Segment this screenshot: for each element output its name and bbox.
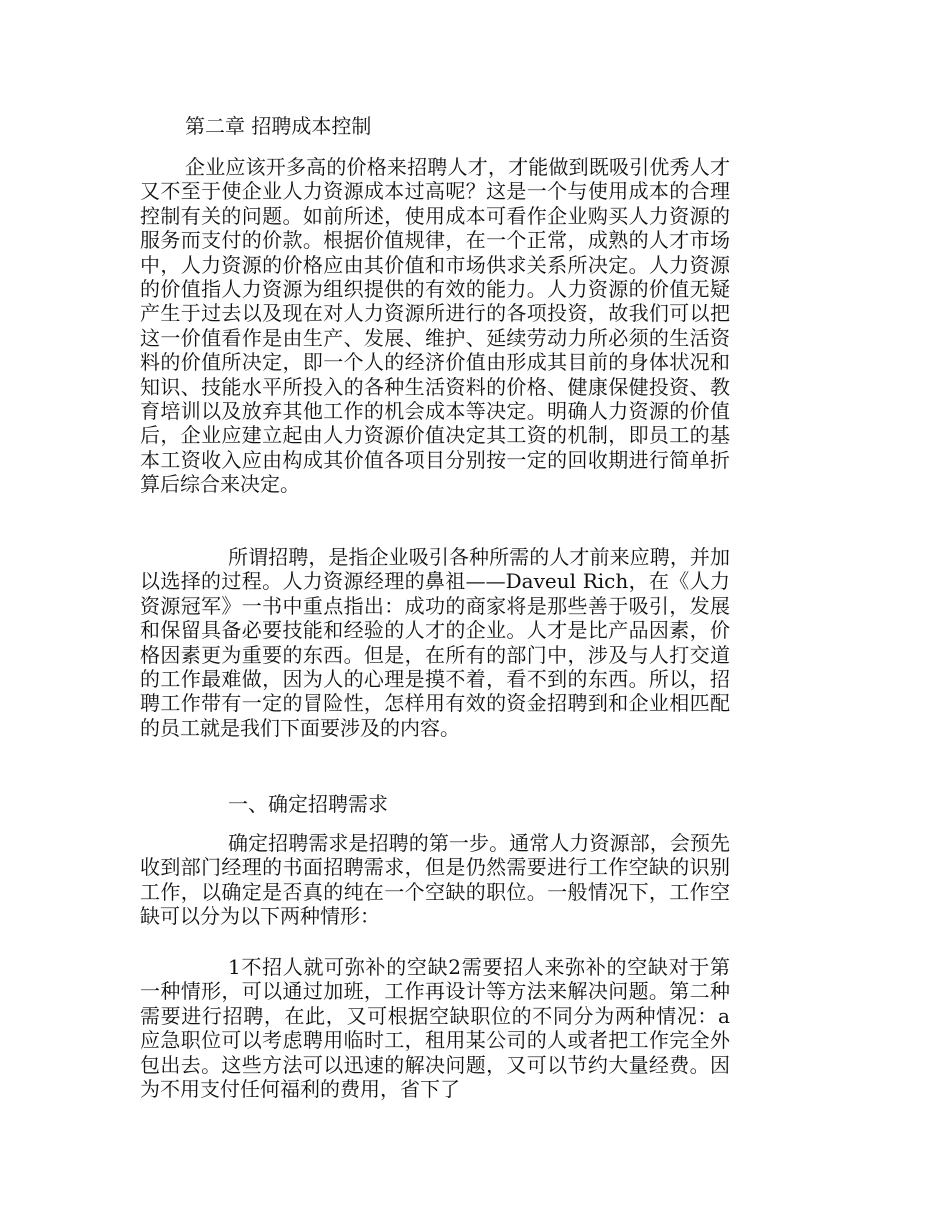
paragraph-cost-control: 企业应该开多高的价格来招聘人才，才能做到既吸引优秀人才又不至于使企业人力资源成本过高呢？这是一个与使用成本的合理控制有关的问题。如前所述，使用成本可看作企业购买人力资源的服务而支付的价款。根据价值规律，在一个正常，成熟的人才市场中，人力资源的价格应由其价值和市场供求关系所决定。人力资源的价值指人力资源为组织提供的有效的能力。人力资源的价值无疑产生于过去以及现在对人力资源所进行的各项投资，故我们可以把这一价值看作是由生产、发展、维护、延续劳动力所必须的生活资料的价值所决定，即一个人的经济价值由形成其目前的身体状况和知识、技能水平所投入的各种生活资料的价格、健康保健投资、教育培训以及放弃其他工作的机会成本等决定。明确人力资源的价值后，企业应建立起由人力资源价值决定其工资的机制，即员工的基本工资收入应由构成其价值各项目分别按一定的回收期进行简单折算后综合来决定。 [140, 155, 730, 497]
paragraph-recruitment-needs: 确定招聘需求是招聘的第一步。通常人力资源部，会预先收到部门经理的书面招聘需求，但是仍然需要进行工作空缺的识别工作，以确定是否真的纯在一个空缺的职位。一般情况下，工作空缺可以分为以下两种情形： [140, 831, 730, 929]
section-heading: 一、确定招聘需求 [228, 792, 388, 816]
chapter-title: 第二章 招聘成本控制 [185, 114, 372, 138]
paragraph-vacancy-types: 1不招人就可弥补的空缺2需要招人来弥补的空缺对于第一种情形，可以通过加班，工作再设计等方法来解决问题。第二种需要进行招聘，在此，又可根据空缺职位的不同分为两种情况：a应急职位可以考虑聘用临时工，租用某公司的人或者把工作完全外包出去。这些方法可以迅速的解决问题，又可以节约大量经费。因为不用支付任何福利的费用，省下了 [140, 955, 730, 1102]
paragraph-recruitment-definition: 所谓招聘，是指企业吸引各种所需的人才前来应聘，并加以选择的过程。人力资源经理的鼻祖——Daveul Rich，在《人力资源冠军》一书中重点指出：成功的商家将是那些善于吸引，发展和保留具备必要技能和经验的人才的企业。人才是比产品因素，价格因素更为重要的东西。但是，在所有的部门中，涉及与人打交道的工作最难做，因为人的心理是摸不着，看不到的东西。所以，招聘工作带有一定的冒险性，怎样用有效的资金招聘到和企业相匹配的员工就是我们下面要涉及的内容。 [140, 545, 730, 740]
